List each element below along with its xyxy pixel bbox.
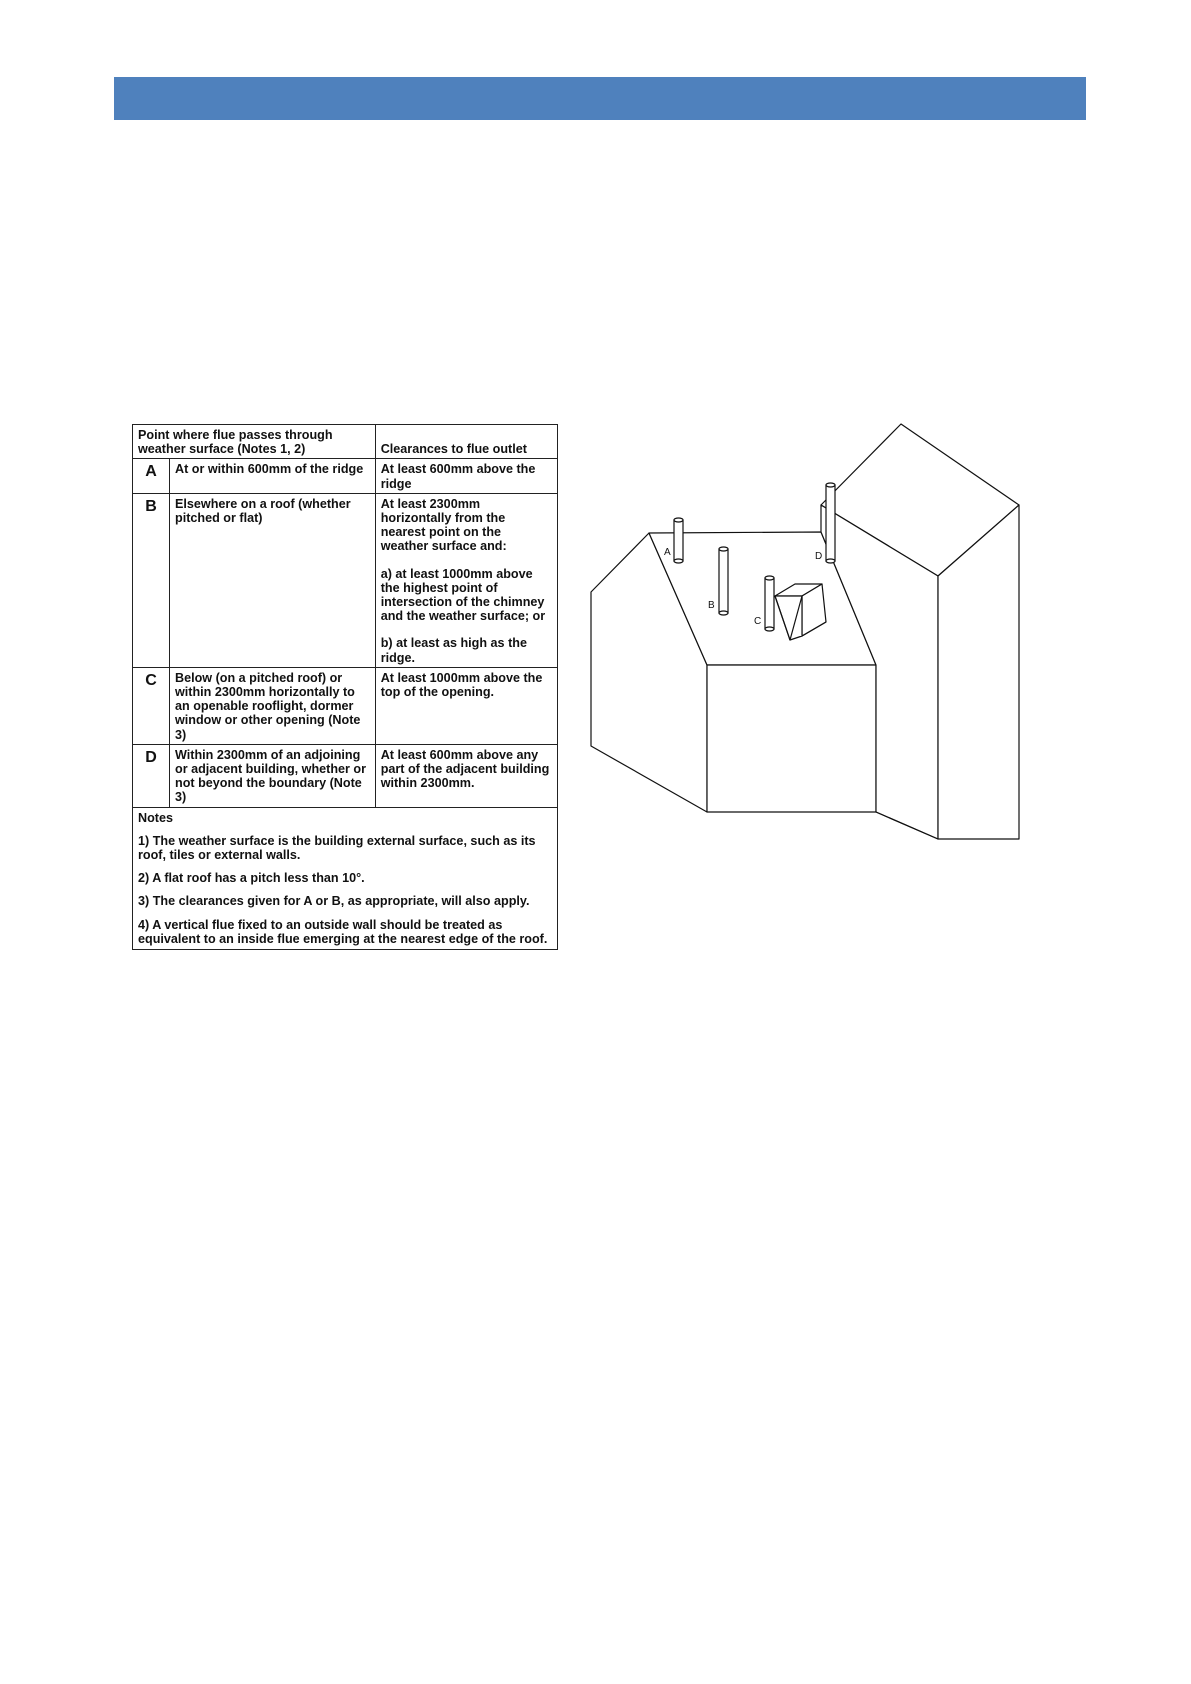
row-point: Within 2300mm of an adjoining or adjacent building, whether or not beyond the boundary (Note 3) (170, 744, 376, 807)
notes-title: Notes (138, 810, 173, 825)
flue-a (674, 518, 683, 563)
table-row (133, 459, 558, 493)
header-bar (114, 77, 1086, 120)
row-clearance: At least 600mm above any part of the adjacent building within 2300mm. (375, 744, 557, 807)
notes-row (133, 807, 558, 949)
flue-d (826, 483, 835, 563)
row-clearance: At least 600mm above the ridge (375, 459, 557, 493)
header-clearance: Clearances to flue outlet (375, 425, 557, 459)
label-c: C (754, 616, 762, 627)
label-b: B (708, 600, 715, 611)
table-header-row (133, 425, 558, 459)
row-point: At or within 600mm of the ridge (170, 459, 376, 493)
row-letter: A (133, 459, 170, 493)
table-row (133, 493, 558, 667)
row-letter: D (133, 744, 170, 807)
house-outline (591, 532, 876, 812)
note-item: 4) A vertical flue fixed to an outside wall should be treated as equivalent to an inside flue emerging at the nearest edge of the roof. (138, 917, 548, 946)
flue-b (719, 547, 728, 615)
row-clearance: At least 2300mm horizontally from the nearest point on the weather surface and: a) at least 1000mm above the highest point of intersection of the chimney and the weather surface; or b) at least as high as the ridge. (375, 493, 557, 667)
row-point: Below (on a pitched roof) or within 2300mm horizontally to an openable rooflight, dormer window or other opening (Note 3) (170, 667, 376, 744)
note-item: 1) The weather surface is the building external surface, such as its roof, tiles or external walls. (138, 833, 536, 863)
row-clearance: At least 1000mm above the top of the opening. (375, 667, 557, 744)
notes-cell (133, 807, 558, 949)
row-point: Elsewhere on a roof (whether pitched or flat) (170, 493, 376, 667)
row-letter: B (133, 493, 170, 667)
row-letter: C (133, 667, 170, 744)
flue-position-diagram (590, 418, 1070, 868)
flue-clearance-table (132, 424, 558, 950)
table-row (133, 744, 558, 807)
label-a: A (664, 547, 671, 558)
table-row (133, 667, 558, 744)
label-d: D (815, 551, 823, 562)
flue-c (765, 576, 774, 631)
note-item: 2) A flat roof has a pitch less than 10°. (138, 871, 365, 886)
note-item: 3) The clearances given for A or B, as appropriate, will also apply. (138, 894, 530, 909)
header-point: Point where flue passes through weather surface (Notes 1, 2) (133, 425, 376, 459)
